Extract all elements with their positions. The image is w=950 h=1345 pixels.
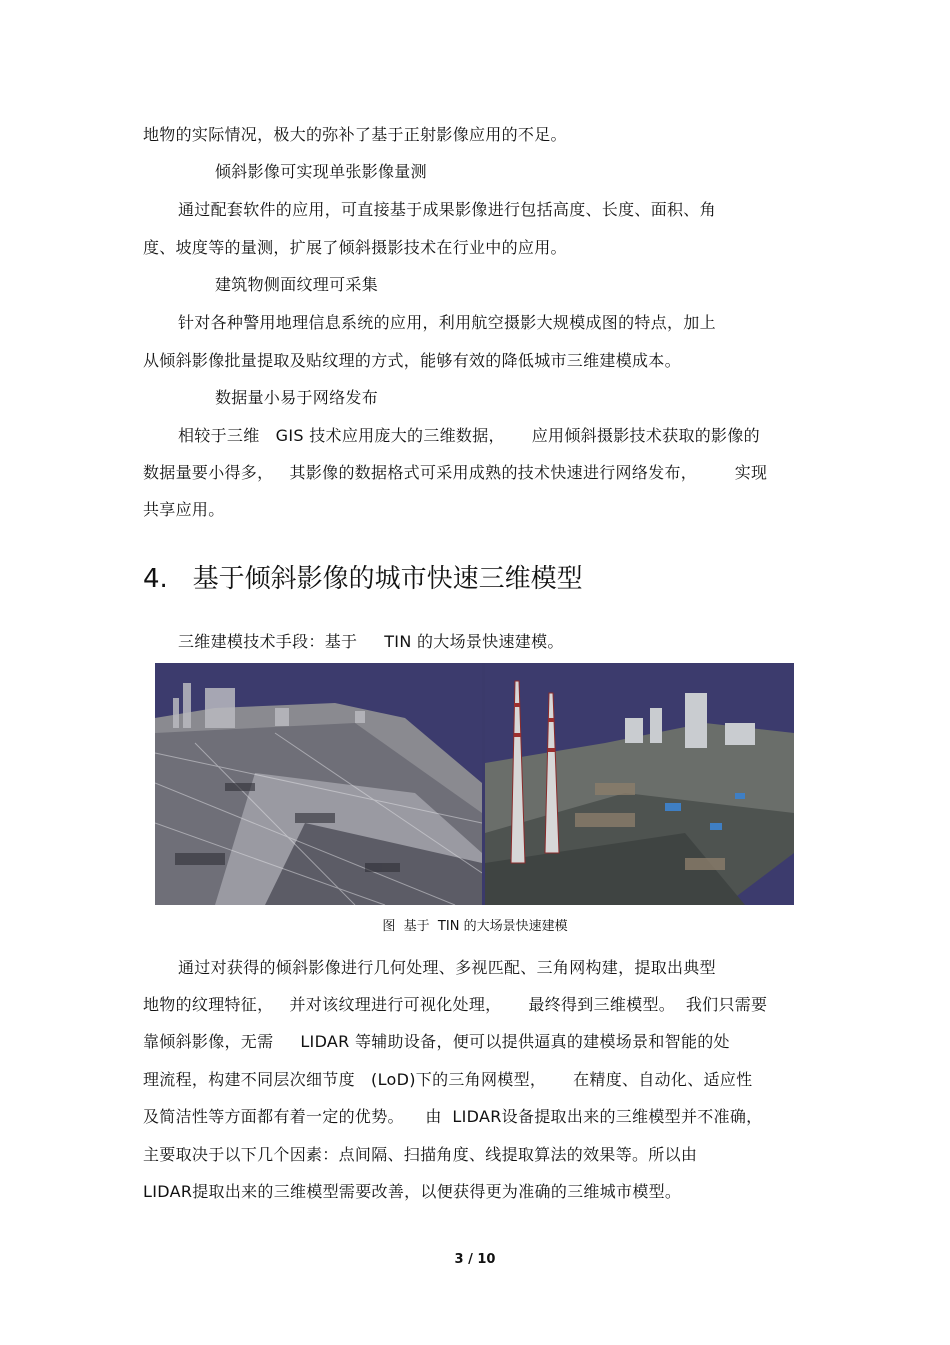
intro-line: 三维建模技术手段：基于 TIN 的大场景快速建模。 <box>178 632 564 651</box>
page-number: 3 / 10 <box>454 1252 496 1267</box>
tin-model-figure <box>155 663 794 905</box>
section-heading: 4. 基于倾斜影像的城市快速三维模型 <box>143 564 583 594</box>
point-cloud-city-render <box>155 663 482 905</box>
body-text-line: 针对各种警用地理信息系统的应用，利用航空摄影大规模成图的特点，加上 <box>178 313 716 332</box>
body-text-line: LIDAR提取出来的三维模型需要改善，以便获得更为准确的三维城市模型。 <box>143 1182 682 1201</box>
body-text-line: 相较于三维 GIS 技术应用庞大的三维数据， 应用倾斜摄影技术获取的影像的 <box>178 426 760 445</box>
body-text-line: 及简洁性等方面都有着一定的优势。 由 LIDAR设备提取出来的三维模型并不准确， <box>143 1107 763 1126</box>
body-text-line: 主要取决于以下几个因素：点间隔、扫描角度、线提取算法的效果等。所以由 <box>143 1145 698 1164</box>
subheading: 建筑物侧面纹理可采集 <box>215 275 379 294</box>
body-text-line: 靠倾斜影像，无需 LIDAR 等辅助设备，便可以提供逼真的建模场景和智能的处 <box>143 1032 730 1051</box>
body-text-line: 理流程，构建不同层次细节度 (LoD)下的三角网模型， 在精度、自动化、适应性 <box>143 1070 753 1089</box>
body-text-line: 共享应用。 <box>143 500 225 519</box>
subheading: 数据量小易于网络发布 <box>215 388 379 407</box>
body-text-line: 地物的纹理特征， 并对该纹理进行可视化处理， 最终得到三维模型。 我们只需要 <box>143 995 768 1014</box>
body-text-line: 从倾斜影像批量提取及贴纹理的方式，能够有效的降低城市三维建模成本。 <box>143 351 681 370</box>
subheading: 倾斜影像可实现单张影像量测 <box>215 162 427 181</box>
body-text-line: 地物的实际情况，极大的弥补了基于正射影像应用的不足。 <box>143 125 567 144</box>
body-text-line: 数据量要小得多， 其影像的数据格式可采用成熟的技术快速进行网络发布， 实现 <box>143 463 768 482</box>
body-text-line: 通过对获得的倾斜影像进行几何处理、多视匹配、三角网构建，提取出典型 <box>178 958 716 977</box>
figure-caption: 图 基于 TIN 的大场景快速建模 <box>382 919 568 934</box>
body-text-line: 通过配套软件的应用，可直接基于成果影像进行包括高度、长度、面积、角 <box>178 200 716 219</box>
textured-city-render <box>485 663 794 905</box>
body-text-line: 度、坡度等的量测，扩展了倾斜摄影技术在行业中的应用。 <box>143 238 567 257</box>
